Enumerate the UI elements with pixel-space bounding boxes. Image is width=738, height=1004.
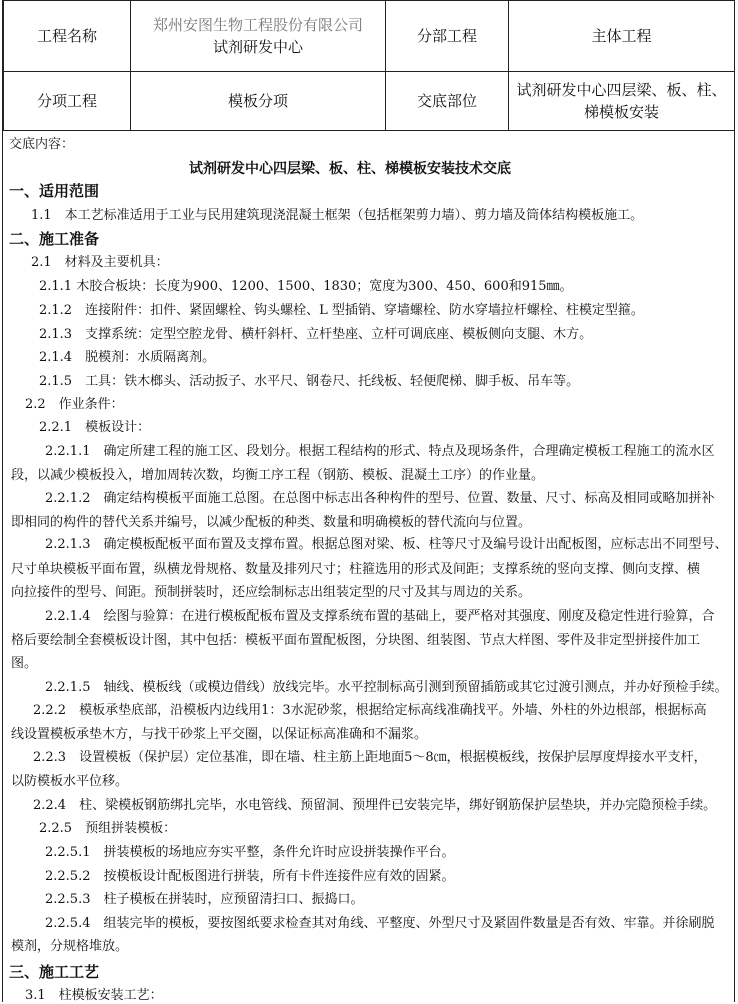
paragraph-2-2-1-3-line2: 尺寸单块模板平面布置，纵横龙骨规格、数量及排列尺寸；柱箍选用的形式及间距；支撑系统的竖向支撑、侧向支撑、横	[11, 562, 701, 577]
paragraph-2-2-1-3-line1: 2.2.1.3 确定模板配板平面布置及支撑布置。根据总图对梁、板、柱等尺寸及编号设计出配板图，应标志出不同型号、	[45, 537, 728, 552]
paragraph-2-1-1: 2.1.1 木胶合板块：长度为900、1200、1500、1830；宽度为300、450、600和915㎜。	[39, 279, 573, 294]
paragraph-2-2-5-1: 2.2.5.1 拼装模板的场地应夯实平整，条件允许时应设拼装操作平台。	[45, 845, 455, 860]
paragraph-2-2-1-4-line1: 2.2.1.4 绘图与验算：在进行模板配板布置及支撑系统布置的基础上，要严格对其强度、刚度及稳定性进行验算，合	[45, 609, 715, 624]
paragraph-2-2-1-4-line2: 格后要绘制全套模板设计图，其中包括：模板平面布置配板图，分块图、组装图、节点大样图、零件及非定型拼接件加工	[11, 633, 701, 648]
paragraph-2-1-3: 2.1.3 支撑系统：定型空腔龙骨、横杆斜杆、立杆垫座、立杆可调底座、模板侧向支腿、木方。	[39, 327, 593, 342]
paragraph-2-2-5-3: 2.2.5.3 柱子模板在拼装时，应预留清扫口、振捣口。	[45, 892, 364, 907]
paragraph-2-1-5: 2.1.5 工具：铁木榔头、活动扳子、水平尺、钢卷尺、托线板、轻便爬梯、脚手板、吊车等。	[39, 374, 580, 389]
paragraph-2-2-5-4-line1: 2.2.5.4 组装完毕的模板，要按图纸要求检查其对角线、平整度、外型尺寸及紧固件数量是否有效、牢靠。并徐刷脱	[45, 916, 715, 931]
location-value	[509, 72, 735, 131]
division-value: 主体工程	[509, 1, 735, 72]
location-label: 交底部位	[386, 72, 509, 131]
paragraph-2-2-1-1-line2: 段，以减少模板投入，增加周转次数，均衡工序工程（钢筋、模板、混凝土工序）的作业量。	[11, 468, 545, 483]
paragraph-2-2-5-4-line2: 模剂，分规格堆放。	[11, 939, 129, 954]
paragraph-2-2-5-2: 2.2.5.2 按模板设计配板图进行拼装，所有卡件连接件应有效的固紧。	[45, 869, 455, 884]
document-title: 试剂研发中心四层梁、板、柱、梯模板安装技术交底	[189, 161, 511, 177]
paragraph-2-2: 2.2 作业条件：	[25, 397, 124, 412]
paragraph-2-1-4: 2.1.4 脱模剂：水质隔离剂。	[39, 350, 216, 365]
paragraph-3-1: 3.1 柱模板安装工艺：	[25, 988, 163, 1003]
header-table	[3, 0, 735, 131]
project-name-line2: 试剂研发中心	[212, 38, 303, 56]
intro-label: 交底内容：	[9, 137, 75, 152]
paragraph-2-2-2-line1: 2.2.2 模板承垫底部，沿模板内边线用1：3水泥砂浆，根据给定标高线准确找平。外墙、外柱的外边根部，根据标高	[33, 703, 707, 718]
paragraph-1-1: 1.1 本工艺标准适用于工业与民用建筑现浇混凝土框架（包括框架剪力墙）、剪力墙及筒体结构模板施工。	[31, 208, 644, 223]
section-2-heading: 二、施工准备	[9, 230, 100, 248]
paragraph-2-2-4: 2.2.4 柱、梁模板钢筋绑扎完毕，水电管线、预留洞、预埋件已安装完毕，绑好钢筋保护层垫块，并办完隐预检手续。	[33, 798, 717, 813]
subitem-value: 模板分项	[131, 72, 386, 131]
paragraph-2-2-1-4-line3: 图。	[11, 656, 38, 671]
location-value-line2: 梯模板安装	[583, 103, 659, 121]
paragraph-2-2-1-2-line1: 2.2.1.2 确定结构模板平面施工总图。在总图中标志出各种构件的型号、位置、数量、尺寸、标高及相同或略加拼补	[45, 491, 715, 506]
project-name-label: 工程名称	[4, 1, 131, 72]
paragraph-2-1: 2.1 材料及主要机具：	[31, 255, 169, 270]
paragraph-2-1-2: 2.1.2 连接附件：扣件、紧固螺栓、钩头螺栓、L 型插销、穿墙螺栓、防水穿墙拉杆螺栓、柱模定型箍。	[39, 303, 644, 318]
paragraph-2-2-1-5: 2.2.1.5 轴线、模板线（或模边借线）放线完毕。水平控制标高引测到预留插筋或其它过渡引测点，并办好预检手续。	[45, 680, 728, 695]
paragraph-2-2-2-line2: 线设置模板承垫木方，与找干砂浆上平交圈，以保证标高准确和不漏浆。	[11, 727, 428, 742]
paragraph-2-2-5: 2.2.5 预组拼装模板：	[39, 821, 177, 836]
paragraph-2-2-1-1-line1: 2.2.1.1 确定所建工程的施工区、段划分。根据工程结构的形式、特点及现场条件，合理确定模板工程施工的流水区	[45, 444, 715, 459]
paragraph-2-2-1-3-line3: 向拉接件的型号、间距。预制拼装时，还应绘制标志出组装定型的尺寸及其与周边的关系。	[11, 585, 532, 600]
paragraph-2-2-1: 2.2.1 模板设计：	[39, 420, 151, 435]
project-name-line1: 郑州安图生物工程股份有限公司	[152, 16, 363, 34]
division-label: 分部工程	[386, 1, 509, 72]
project-name-value	[131, 1, 386, 72]
location-value-line1: 试剂研发中心四层梁、板、柱、	[516, 81, 727, 99]
paragraph-2-2-3-line1: 2.2.3 设置模板（保护层）定位基准，即在墙、柱主筋上距地面5～8㎝，根据模板线，按保护层厚度焊接水平支杆，	[33, 750, 707, 765]
section-1-heading: 一、适用范围	[9, 182, 100, 200]
paragraph-2-2-1-2-line2: 即相同的构件的替代关系并编号，以减少配板的种类、数量和明确模板的替代流向与位置。	[11, 515, 532, 530]
paragraph-2-2-3-line2: 以防模板水平位移。	[11, 774, 129, 789]
document-page	[2, 0, 735, 1002]
section-3-heading: 三、施工工艺	[9, 963, 100, 981]
subitem-label: 分项工程	[4, 72, 131, 131]
